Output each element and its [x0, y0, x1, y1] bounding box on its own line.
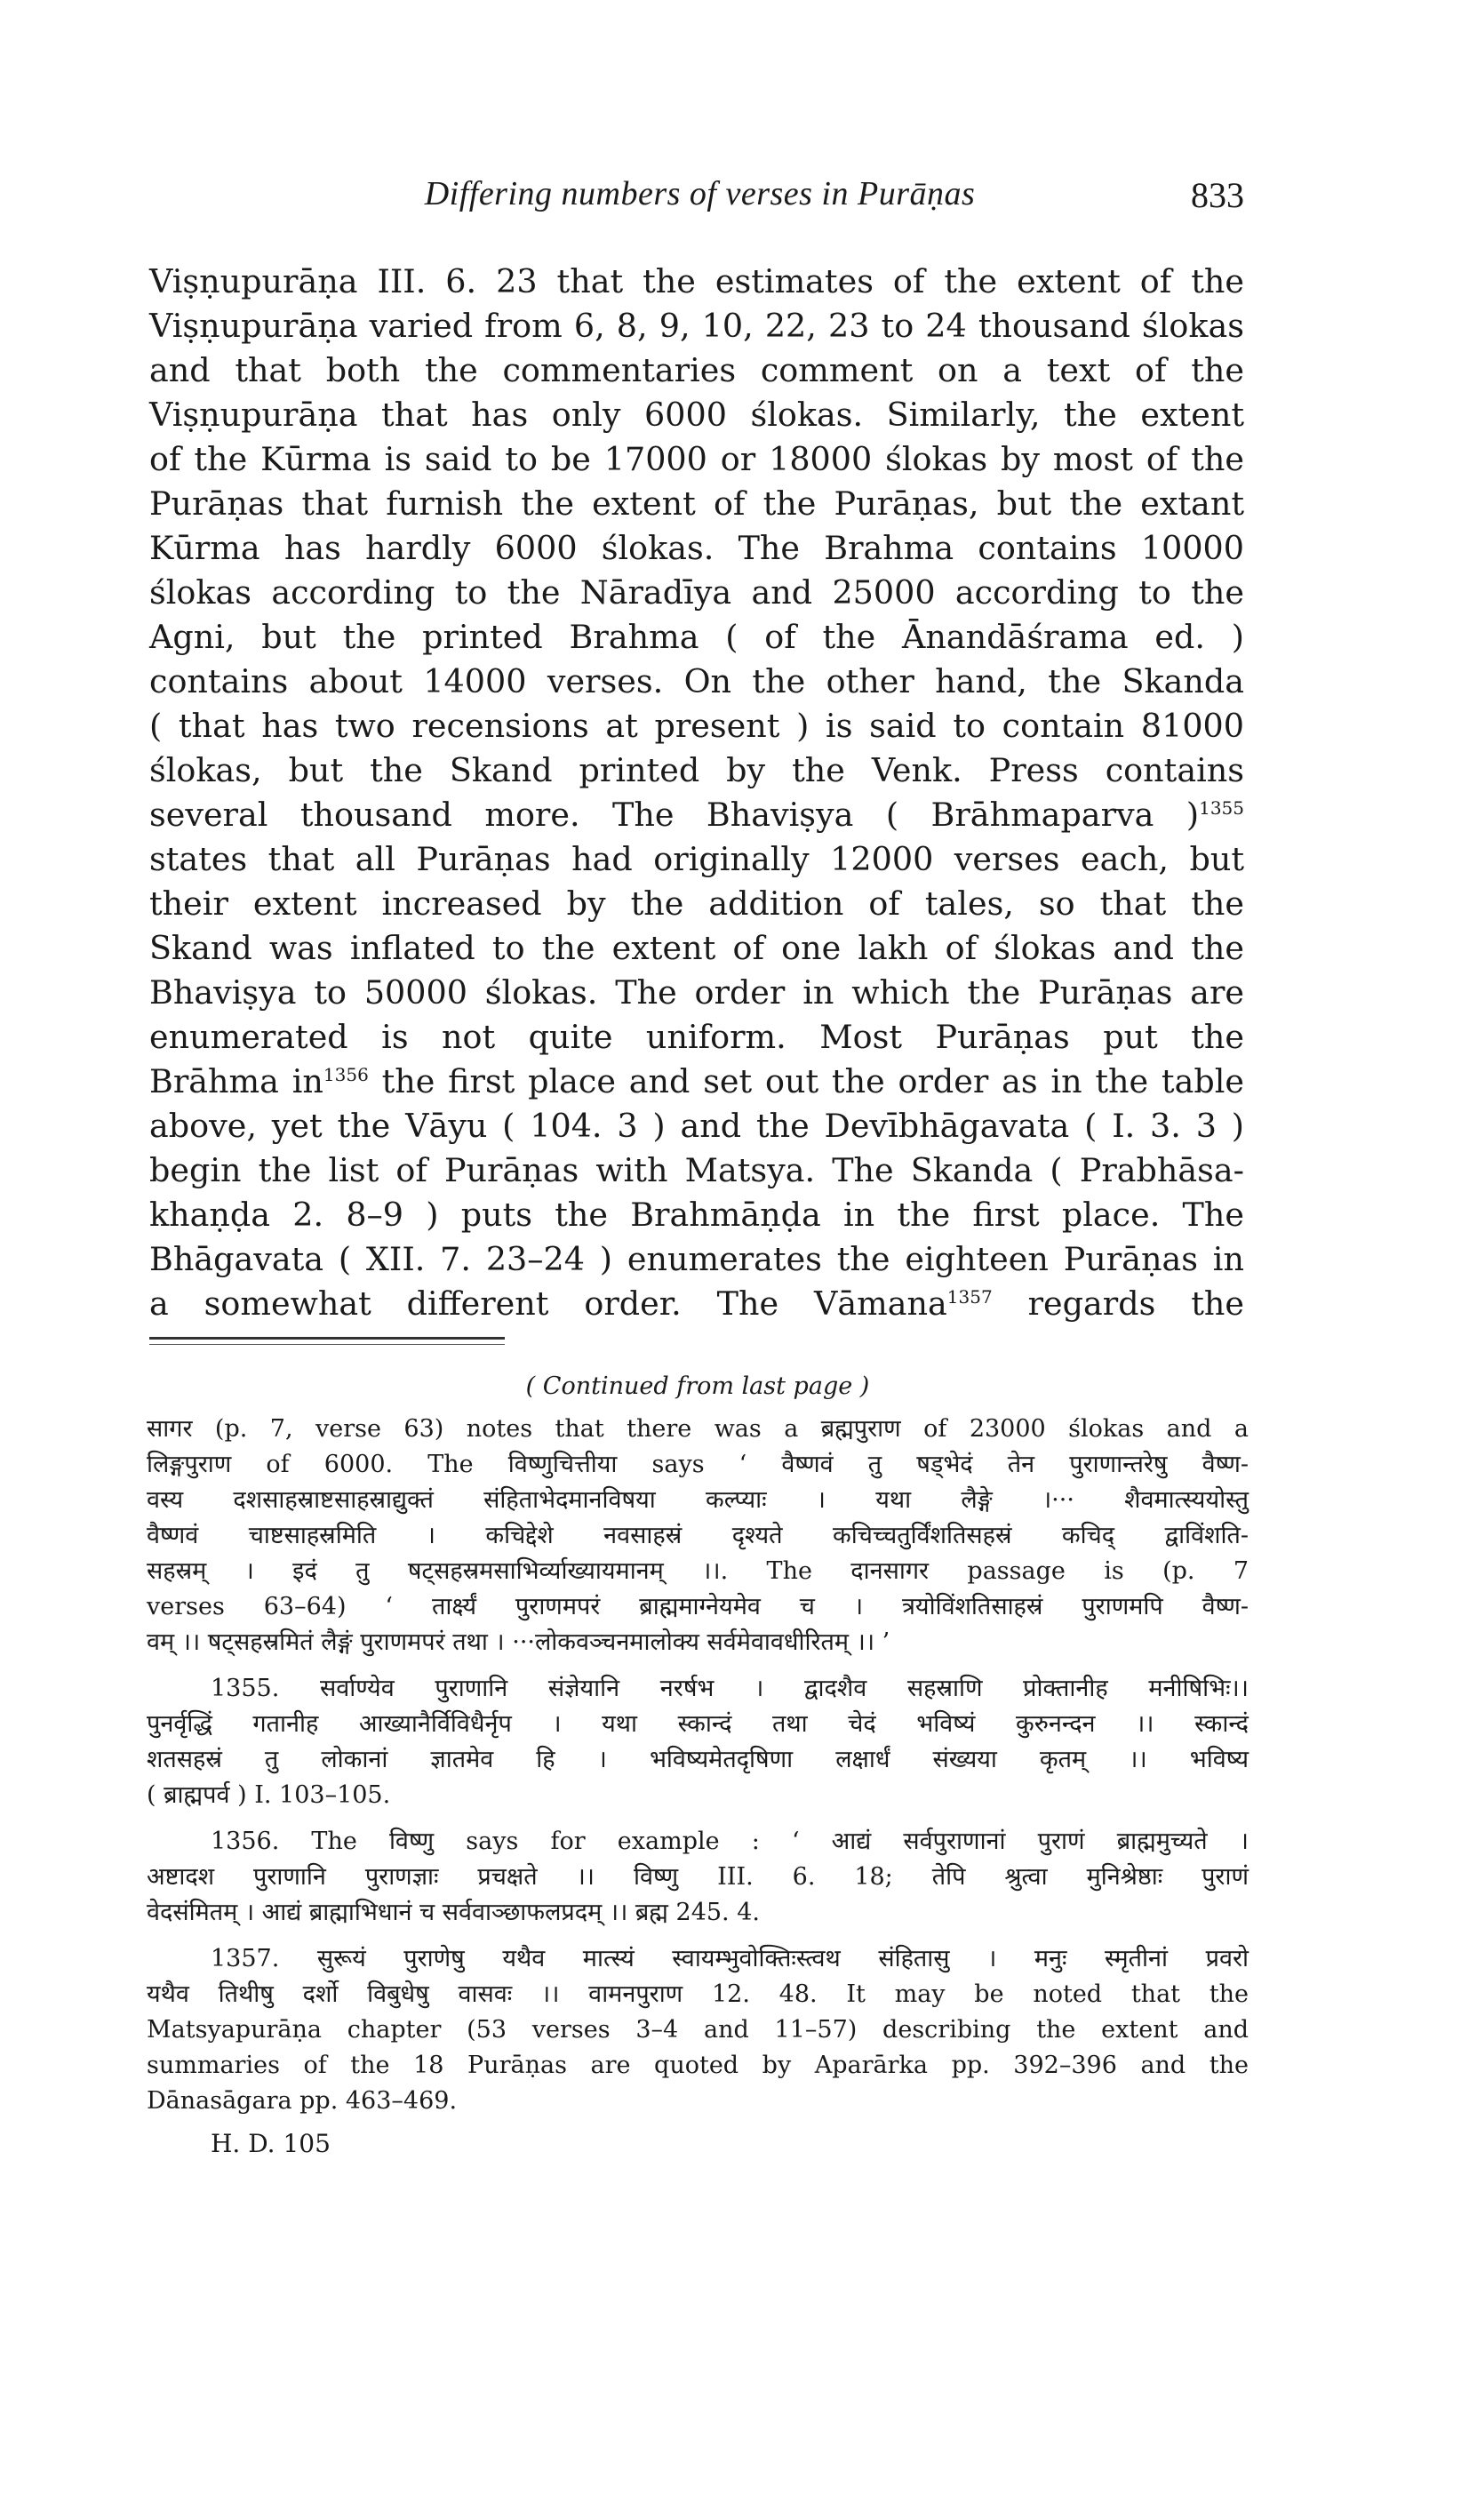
body-line: Agni, but the printed Brahma ( of the Ānandāśrama ed. ) [149, 618, 1244, 656]
footnote-separator-thin [149, 1344, 505, 1345]
body-line: states that all Purāṇas had originally 12000 verses each, but [149, 840, 1244, 878]
body-text [149, 260, 1244, 1326]
body-line: and that both the commentaries comment on a text of the [149, 351, 1244, 389]
footnote-line: सहस्रम् । इदं तु षट्सहस्रमसाभिर्व्याख्यायमानम् ।।. The दानसागर passage is (p. 7 [147, 1557, 1249, 1585]
body-line: begin the list of Purāṇas with Matsya. The Skanda ( Prabhāsa- [149, 1151, 1244, 1189]
footnote-line: 1355. सर्वाण्येव पुराणानि संज्ञेयानि नरर्षभ । द्वादशैव सहस्राणि प्रोक्तानीह मनीषिभिः।। [211, 1675, 1249, 1702]
footnotes [147, 1369, 1249, 2162]
body-line: khaṇḍa 2. 8–9 ) puts the Brahmāṇḍa in the first place. The [149, 1196, 1244, 1234]
body-line-text: a somewhat different order. The Vāmana [149, 1284, 947, 1323]
footnote-1355 [147, 1671, 1249, 1813]
footnote-line: Dānasāgara pp. 463–469. [147, 2087, 458, 2115]
footnote-1357 [147, 1941, 1249, 2119]
footnote-line: 1357. सुरूयं पुराणेषु यथैव मात्स्यं स्वायम्भुवोक्तिःस्त्वथ संहितासु । मनुः स्मृतीनां प्रवरो [211, 1945, 1249, 1972]
body-line: their extent increased by the addition of tales, so that the [149, 884, 1244, 923]
footnote-separator [149, 1337, 505, 1340]
footnote-line: ( ब्राह्मपर्व ) I. 103–105. [147, 1781, 391, 1809]
body-line: Purāṇas that furnish the extent of the Purāṇas, but the extant [149, 484, 1244, 523]
footnote-line: वैष्णवं चाष्टसाहस्रमिति । कचिद्देशे नवसाहस्रं दृश्यते कचिच्चतुर्विंशतिसहस्रं कचिद् द्वाविंशति- [147, 1522, 1249, 1549]
footnote-ref-1356[interactable]: 1356 [323, 1063, 369, 1085]
footnote-ref-1355[interactable]: 1355 [1199, 796, 1244, 819]
footnote-line: summaries of the 18 Purāṇas are quoted by Aparārka pp. 392–396 and the [147, 2052, 1249, 2079]
footnote-line: यथैव तिथीषु दर्शो विबुधेषु वासवः ।। वामनपुराण 12. 48. It may be noted that the [147, 1980, 1249, 2008]
body-line: ślokas, but the Skand printed by the Venk. Press contains [149, 751, 1244, 789]
body-line-text: several thousand more. The Bhaviṣya ( Brāhmaparva ) [149, 796, 1200, 834]
body-line: Viṣṇupurāṇa that has only 6000 ślokas. Similarly, the extent [149, 396, 1244, 434]
body-line: Skand was inflated to the extent of one lakh of ślokas and the [149, 929, 1244, 967]
body-line: enumerated is not quite uniform. Most Purāṇas put the [149, 1018, 1244, 1056]
footnote-line: 1356. The विष्णु says for example : ‘ आद्यं सर्वपुराणानां पुराणं ब्राह्ममुच्यते । [211, 1828, 1249, 1855]
footnote-line: सागर (p. 7, verse 63) notes that there was a ब्रह्मपुराण of 23000 ślokas and a [147, 1415, 1249, 1443]
footnote-line: वस्य दशसाहस्राष्टसाहस्राद्युक्तं संहिताभेदमानविषया कल्प्याः । यथा लैङ्गे ।··· शैवमात्स्ययोस्तु [147, 1486, 1249, 1514]
footnote-continued-block [147, 1412, 1249, 1660]
footnote-line: वेदसंमितम् । आद्यं ब्राह्माभिधानं च सर्ववाञ्छाफलप्रदम् ।। ब्रह्म 245. 4. [147, 1899, 760, 1926]
footnote-line: verses 63–64) ‘ तार्क्ष्यं पुराणमपरं ब्राह्ममाग्नेयमेव च । त्रयोविंशतिसाहस्रं पुराणमपि वैष्ण- [147, 1593, 1249, 1620]
footnote-line: पुनर्वृद्धिं गतानीह आख्यानैर्विविधैर्नृप । यथा स्कान्दं तथा चेदं भविष्यं कुरुनन्दन ।। स्कान्दं [147, 1710, 1249, 1738]
body-line: contains about 14000 verses. On the other hand, the Skanda [149, 662, 1244, 700]
body-line: Kūrma has hardly 6000 ślokas. The Brahma contains 10000 [149, 529, 1244, 567]
body-line-text: the first place and set out the order as in the table [368, 1062, 1244, 1100]
body-line: ( that has two recensions at present ) is said to contain 81000 [149, 707, 1244, 745]
body-line: of the Kūrma is said to be 17000 or 18000 ślokas by most of the [149, 440, 1244, 478]
body-line: ślokas according to the Nāradīya and 25000 according to the [149, 573, 1244, 612]
footnote-line: अष्टादश पुराणानि पुराणज्ञाः प्रचक्षते ।। विष्णु III. 6. 18; तेपि श्रुत्वा मुनिश्रेष्ठाः पुराणं [147, 1863, 1249, 1891]
footnote-1356 [147, 1824, 1249, 1931]
running-title: Differing numbers of verses in Purāṇas [424, 175, 976, 212]
body-line: Bhaviṣya to 50000 ślokas. The order in which the Purāṇas are [149, 973, 1244, 1012]
body-line [149, 1060, 1244, 1104]
body-line [149, 1282, 1244, 1326]
body-line-text: Brāhma in [149, 1062, 323, 1100]
footnote-line: लिङ्गपुराण of 6000. The विष्णुचित्तीया says ‘ वैष्णवं तु षड्भेदं तेन पुराणान्तरेषु वैष्ण- [147, 1451, 1249, 1478]
body-line: Viṣṇupurāṇa III. 6. 23 that the estimates of the extent of the [149, 262, 1244, 300]
footnote-line: Matsyapurāṇa chapter (53 verses 3–4 and 11–57) describing the extent and [147, 2016, 1249, 2044]
body-line: above, yet the Vāyu ( 104. 3 ) and the Devībhāgavata ( I. 3. 3 ) [149, 1107, 1244, 1145]
page-header [156, 174, 1244, 224]
body-line [149, 793, 1244, 837]
footnote-line: शतसहस्रं तु लोकानां ज्ञातमेव हि । भविष्यमेतदृषिणा लक्षार्धं संख्यया कृतम् ।। भविष्य [147, 1746, 1249, 1773]
body-line-text: regards the [992, 1284, 1244, 1323]
page-number: 833 [1191, 175, 1244, 215]
signature-mark: H. D. 105 [211, 2129, 331, 2158]
footnote-ref-1357[interactable]: 1357 [946, 1285, 993, 1308]
footnote-line: वम् ।। षट्सहस्रमितं लैङ्गं पुराणमपरं तथा । ···लोकवञ्चनमालोक्य सर्वमेवावधीरितम् ।। ’ [147, 1628, 890, 1656]
continued-note: ( Continued from last page ) [525, 1372, 870, 1400]
body-line: Bhāgavata ( XII. 7. 23–24 ) enumerates the eighteen Purāṇas in [149, 1240, 1244, 1278]
body-line: Viṣṇupurāṇa varied from 6, 8, 9, 10, 22, 23 to 24 thousand ślokas [149, 307, 1244, 345]
